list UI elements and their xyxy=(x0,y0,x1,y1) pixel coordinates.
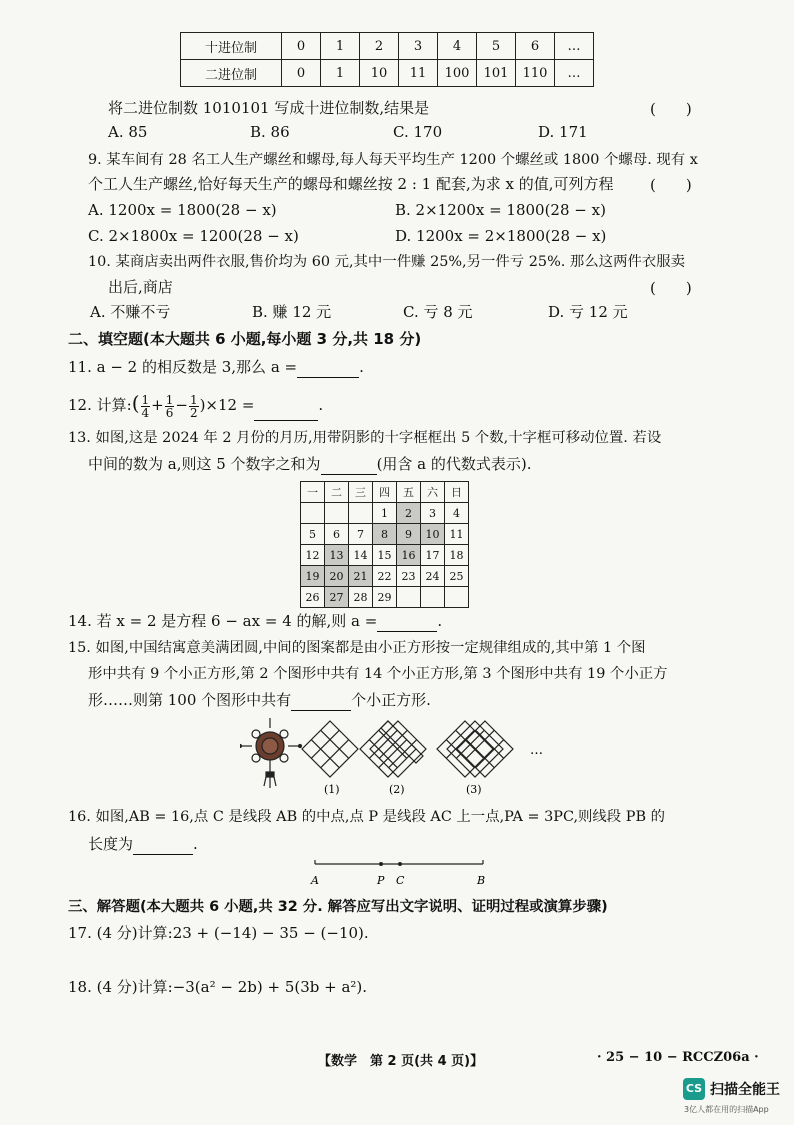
q13-text-b: (用含 a 的代数式表示). xyxy=(376,455,532,473)
chinese-knot-pattern-figure xyxy=(240,716,560,796)
fraction xyxy=(189,394,199,419)
q15-line1: 15. 如图,中国结寓意美满团圆,中间的图案都是由小正方形按一定规律组成的,其中第 1 个图 xyxy=(68,640,646,656)
q14-end: . xyxy=(437,612,443,630)
day-cell: 12 xyxy=(301,545,325,566)
numerator: 1 xyxy=(141,392,150,407)
numerator: 1 xyxy=(189,392,198,407)
figure-3-diamond-grid xyxy=(437,721,513,777)
q16-line1: 16. 如图,AB = 16,点 C 是线段 AB 的中点,点 P 是线段 AC 上一点,PA = 3PC,则线段 PB 的 xyxy=(68,809,665,825)
page-number: 【数学 第 2 页(共 4 页)】 xyxy=(318,1054,484,1069)
day-cell xyxy=(397,587,421,608)
weekday-label: 五 xyxy=(397,482,421,503)
q11 xyxy=(68,357,364,378)
q8-option-c: C. 170 xyxy=(393,123,443,141)
brand-tagline: 3亿人都在用的扫描App xyxy=(684,1105,769,1114)
q15-text-a: 形……则第 100 个图形中共有 xyxy=(88,691,292,709)
calendar-week xyxy=(301,524,469,545)
day-cell-shaded: 16 xyxy=(397,545,421,566)
numerator: 1 xyxy=(165,392,174,407)
q10-option-b: B. 赚 12 元 xyxy=(252,303,332,321)
day-cell: 5 xyxy=(301,524,325,545)
day-cell: 25 xyxy=(445,566,469,587)
figure-label-1: (1) xyxy=(324,783,340,796)
q10-answer-paren: ( ) xyxy=(650,279,692,297)
point-label-b: B xyxy=(477,874,486,887)
q8-option-d: D. 171 xyxy=(538,123,588,141)
q13-text-a: 中间的数为 a,则这 5 个数字之和为 xyxy=(88,455,321,473)
day-cell: 3 xyxy=(421,503,445,524)
q17: 17. (4 分)计算:23 + (−14) − 35 − (−10). xyxy=(68,924,369,942)
day-cell-shaded: 21 xyxy=(349,566,373,587)
q12-rest: )×12 = xyxy=(199,396,255,414)
q9-option-a: A. 1200x = 1800(28 − x) xyxy=(88,201,277,219)
q8-option-b: B. 86 xyxy=(250,123,290,141)
q14 xyxy=(68,611,442,632)
cell: 3 xyxy=(399,33,438,60)
day-cell xyxy=(445,587,469,608)
day-cell: 18 xyxy=(445,545,469,566)
answer-blank[interactable] xyxy=(377,611,437,632)
q9-answer-paren: ( ) xyxy=(650,176,692,194)
q13-line1: 13. 如图,这是 2024 年 2 月份的月历,用带阴影的十字框框出 5 个数,十字框可移动位置. 若设 xyxy=(68,430,662,446)
weekday-label: 四 xyxy=(373,482,397,503)
day-cell: 17 xyxy=(421,545,445,566)
day-cell-shaded: 19 xyxy=(301,566,325,587)
weekday-label: 三 xyxy=(349,482,373,503)
calendar-week xyxy=(301,545,469,566)
day-cell-shaded: 8 xyxy=(373,524,397,545)
cell: 5 xyxy=(477,33,516,60)
day-cell: 11 xyxy=(445,524,469,545)
day-cell: 15 xyxy=(373,545,397,566)
weekday-label: 一 xyxy=(301,482,325,503)
figure-label-3: (3) xyxy=(466,783,482,796)
answer-blank[interactable] xyxy=(254,390,318,421)
calendar-week xyxy=(301,503,469,524)
cell: 11 xyxy=(399,60,438,87)
figure-ellipsis: … xyxy=(530,743,543,758)
q10-option-c: C. 亏 8 元 xyxy=(403,303,473,321)
q12-lparen: ( xyxy=(131,391,140,415)
day-cell: 29 xyxy=(373,587,397,608)
weekday-label: 二 xyxy=(325,482,349,503)
q10-option-a: A. 不赚不亏 xyxy=(90,303,171,321)
day-cell-shaded: 27 xyxy=(325,587,349,608)
cell: … xyxy=(555,60,594,87)
day-cell-shaded: 2 xyxy=(397,503,421,524)
cell: 0 xyxy=(282,33,321,60)
weekday-label: 日 xyxy=(445,482,469,503)
conversion-table xyxy=(180,32,594,87)
day-cell: 26 xyxy=(301,587,325,608)
cell: 1 xyxy=(321,60,360,87)
denominator: 2 xyxy=(189,405,198,420)
fraction xyxy=(141,394,151,419)
q16-line2 xyxy=(88,834,198,855)
exam-code: · 25 − 10 − RCCZ06a · xyxy=(597,1050,759,1065)
q18: 18. (4 分)计算:−3(a² − 2b) + 5(3b + a²). xyxy=(68,978,368,996)
day-cell: 6 xyxy=(325,524,349,545)
cell: … xyxy=(555,33,594,60)
calendar-week xyxy=(301,587,469,608)
cell: 110 xyxy=(516,60,555,87)
brand-name: 扫描全能王 xyxy=(710,1082,780,1098)
line-segment-figure xyxy=(305,858,495,888)
calendar-header xyxy=(301,482,469,503)
cell: 4 xyxy=(438,33,477,60)
day-cell-shaded: 9 xyxy=(397,524,421,545)
binary-row xyxy=(181,60,594,87)
q9-option-c: C. 2×1800x = 1200(28 − x) xyxy=(88,227,299,245)
row-label: 十进位制 xyxy=(181,33,282,60)
section-3-heading: 三、解答题(本大题共 6 小题,共 32 分. 解答应写出文字说明、证明过程或演算步骤) xyxy=(68,899,608,915)
q11-text: 11. a − 2 的相反数是 3,那么 a = xyxy=(68,358,298,376)
day-cell xyxy=(301,503,325,524)
q12 xyxy=(68,388,323,421)
figure-1-diamond-grid xyxy=(302,721,358,777)
day-cell: 7 xyxy=(349,524,373,545)
q8-answer-paren: ( ) xyxy=(650,100,692,118)
calendar-week xyxy=(301,566,469,587)
day-cell: 28 xyxy=(349,587,373,608)
q12-end: . xyxy=(318,396,324,414)
cell: 6 xyxy=(516,33,555,60)
day-cell-shaded: 20 xyxy=(325,566,349,587)
point-label-a: A xyxy=(311,874,319,887)
day-cell: 4 xyxy=(445,503,469,524)
denominator: 4 xyxy=(141,405,150,420)
day-cell xyxy=(349,503,373,524)
cell: 101 xyxy=(477,60,516,87)
q15-line3 xyxy=(88,690,431,711)
q8-option-a: A. 85 xyxy=(108,123,148,141)
day-cell xyxy=(421,587,445,608)
day-cell xyxy=(325,503,349,524)
figure-2-diamond-grid xyxy=(360,721,426,777)
q9-line2: 个工人生产螺丝,恰好每天生产的螺母和螺丝按 2 : 1 配套,为求 x 的值,可列方程 xyxy=(88,175,614,193)
row-label: 二进位制 xyxy=(181,60,282,87)
day-cell: 22 xyxy=(373,566,397,587)
decimal-row xyxy=(181,33,594,60)
q9-line1: 9. 某车间有 28 名工人生产螺丝和螺母,每人每天平均生产 1200 个螺丝或 1800 个螺母. 现有 x xyxy=(88,152,698,168)
answer-blank[interactable] xyxy=(291,690,351,711)
day-cell: 14 xyxy=(349,545,373,566)
q16-text-a: 长度为 xyxy=(88,835,134,853)
day-cell-shaded: 10 xyxy=(421,524,445,545)
answer-blank[interactable] xyxy=(297,357,359,378)
q14-text: 14. 若 x = 2 是方程 6 − ax = 4 的解,则 a = xyxy=(68,612,378,630)
day-cell: 24 xyxy=(421,566,445,587)
cell: 1 xyxy=(321,33,360,60)
point-label-c: C xyxy=(396,874,405,887)
cell: 0 xyxy=(282,60,321,87)
fraction xyxy=(165,394,175,419)
q16-text-b: . xyxy=(193,835,198,853)
cell: 10 xyxy=(360,60,399,87)
chinese-knot-icon xyxy=(240,718,302,788)
q15-line2: 形中共有 9 个小正方形,第 2 个图形中共有 14 个小正方形,第 3 个图形中共有 19 个小正方 xyxy=(88,666,668,682)
day-cell: 1 xyxy=(373,503,397,524)
q10-option-d: D. 亏 12 元 xyxy=(548,303,628,321)
day-cell-shaded: 13 xyxy=(325,545,349,566)
q12-prefix: 12. 计算: xyxy=(68,396,132,414)
cell: 2 xyxy=(360,33,399,60)
q13-line2 xyxy=(88,454,532,475)
cell: 100 xyxy=(438,60,477,87)
calendar-feb-2024 xyxy=(300,481,469,608)
q10-line2: 出后,商店 xyxy=(108,278,173,296)
q11-end: . xyxy=(359,358,364,376)
point-label-p: P xyxy=(377,874,385,887)
plus-sign: + xyxy=(151,396,164,414)
figure-label-2: (2) xyxy=(389,783,405,796)
denominator: 6 xyxy=(165,405,174,420)
q9-option-b: B. 2×1200x = 1800(28 − x) xyxy=(395,201,606,219)
q10-line1: 10. 某商店卖出两件衣服,售价均为 60 元,其中一件赚 25%,另一件亏 25%. 那么这两件衣服卖 xyxy=(88,254,686,270)
q9-option-d: D. 1200x = 2×1800(28 − x) xyxy=(395,227,607,245)
weekday-label: 六 xyxy=(421,482,445,503)
section-2-heading: 二、填空题(本大题共 6 小题,每小题 3 分,共 18 分) xyxy=(68,330,422,348)
q8-stem: 将二进位制数 1010101 写成十进位制数,结果是 xyxy=(108,99,430,117)
answer-blank[interactable] xyxy=(133,834,193,855)
answer-blank[interactable] xyxy=(321,454,377,475)
camscanner-logo-icon: CS xyxy=(683,1078,705,1100)
q15-text-b: 个小正方形. xyxy=(351,691,431,709)
day-cell: 23 xyxy=(397,566,421,587)
minus-sign: − xyxy=(175,396,188,414)
